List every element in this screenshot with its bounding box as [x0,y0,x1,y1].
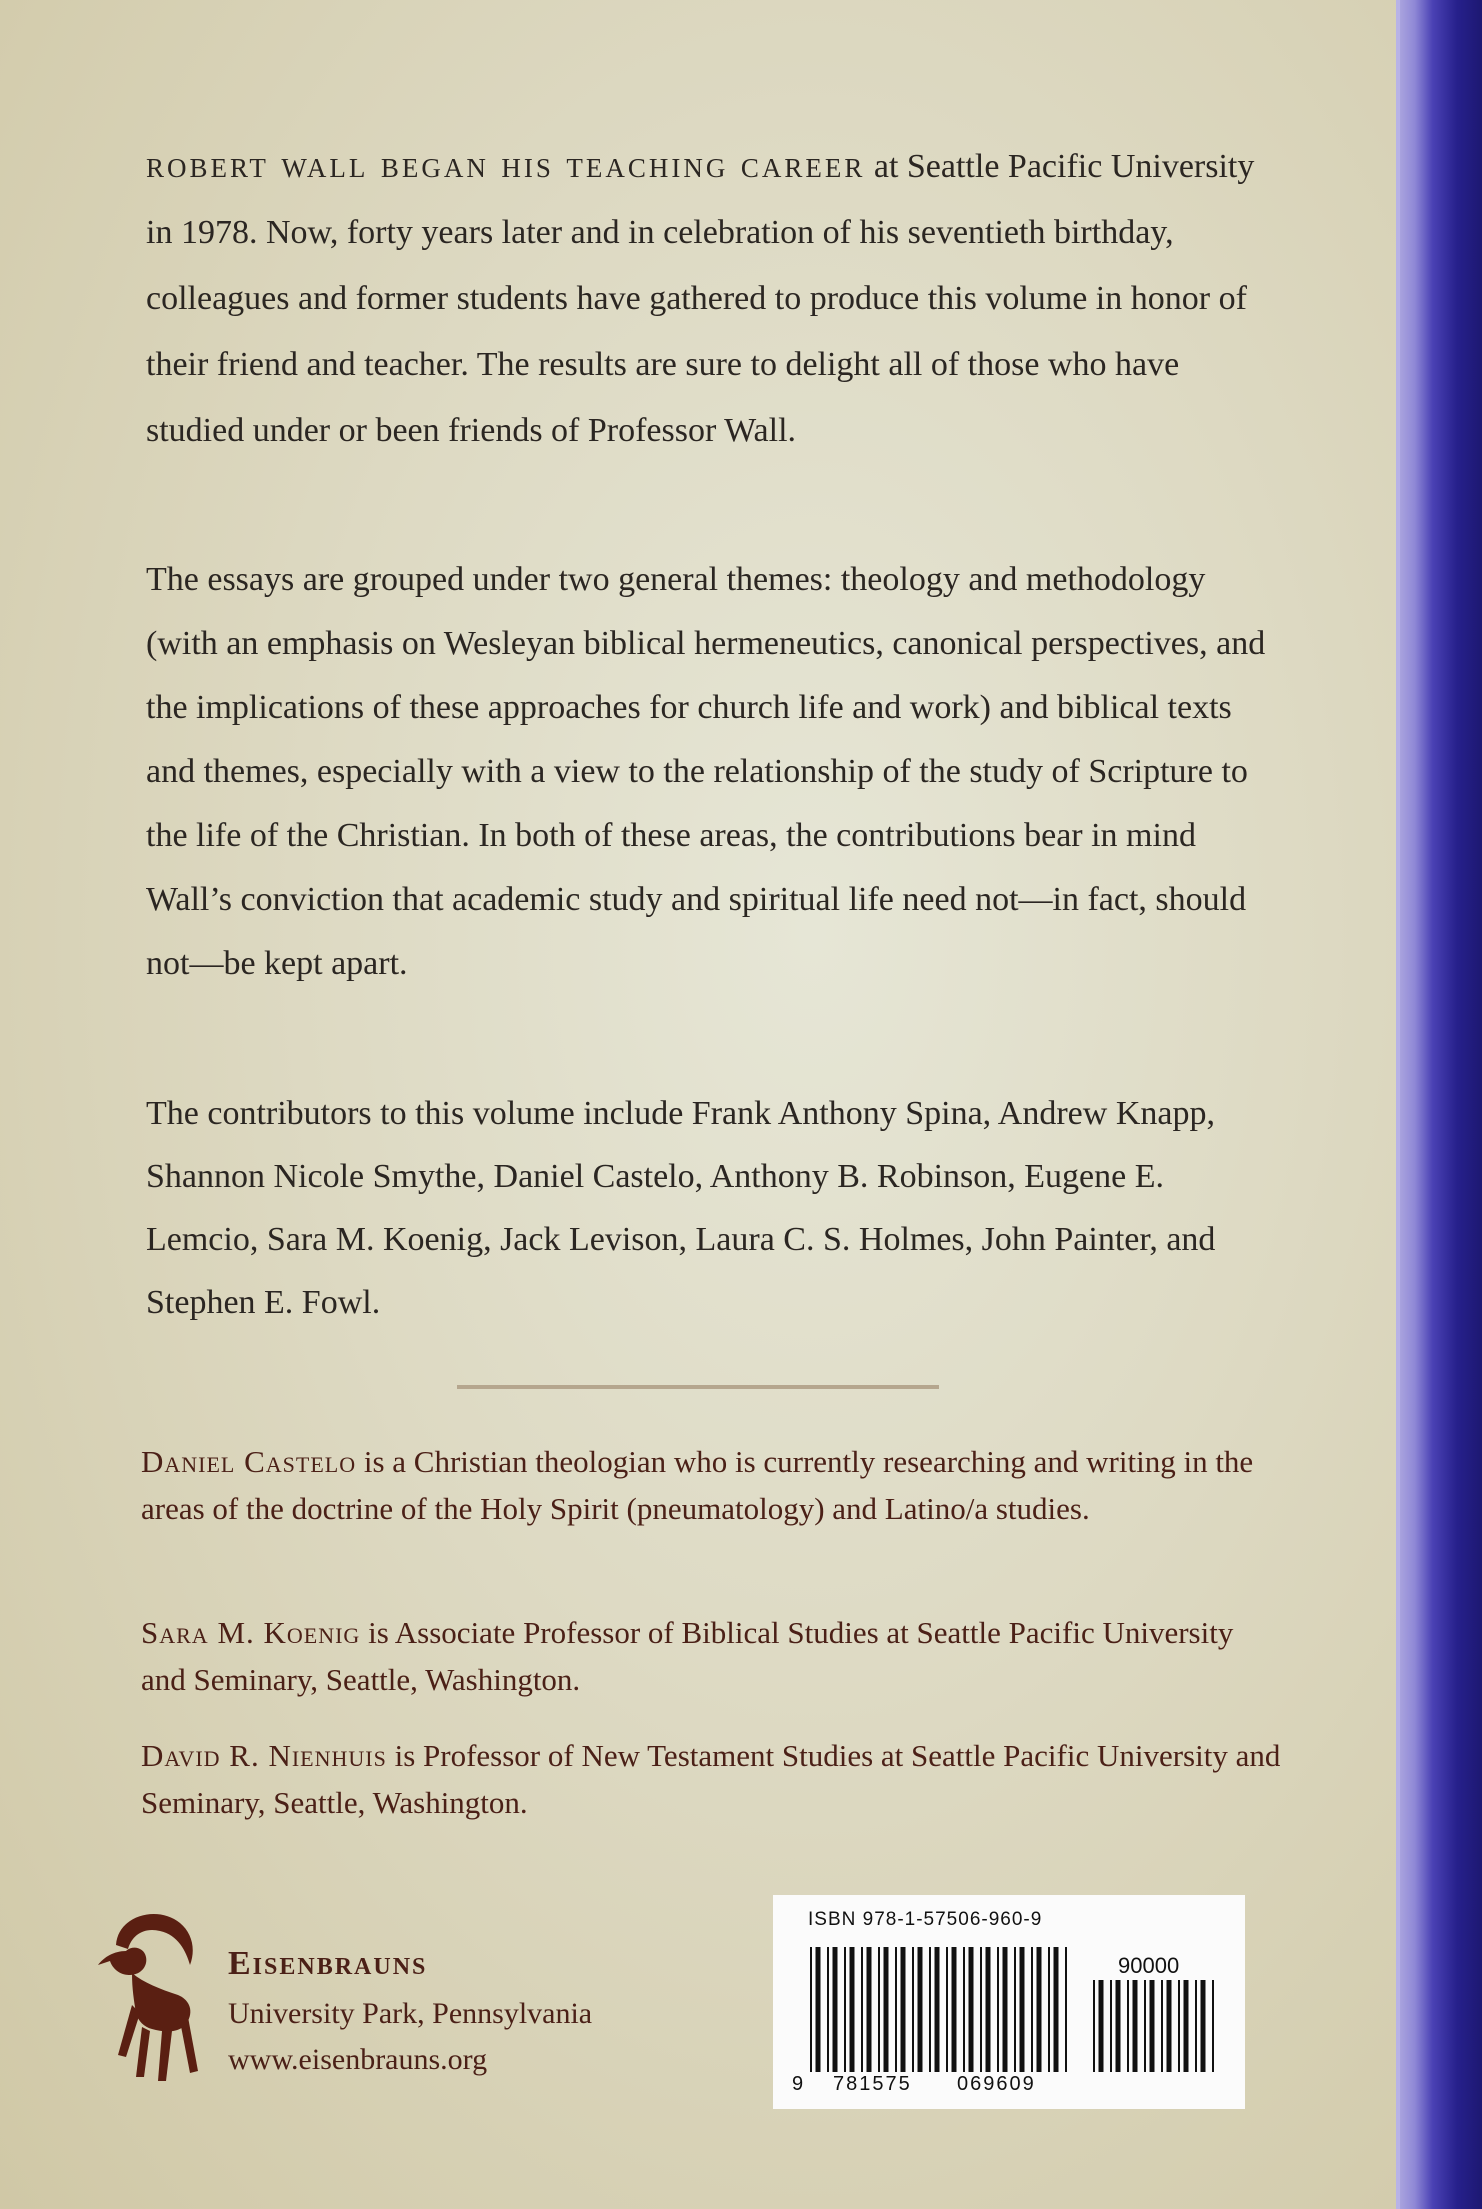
barcode-bar [861,1947,863,2072]
barcode-bar [833,1947,838,2072]
editor-name: David R. Nienhuis [141,1738,387,1773]
blurb-paragraph-1 [146,132,1266,464]
barcode-bar [952,1947,957,2072]
isbn-label: ISBN 978-1-57506-960-9 [808,1909,1043,1930]
barcode-bar [1014,1947,1016,2072]
barcode-bar [850,1947,855,2072]
barcode-digits-left: 781575 [833,2073,912,2095]
barcode-bar [1161,1980,1163,2072]
barcode-bar [1110,1980,1112,2072]
barcode-bar [1003,1947,1008,2072]
barcode-digits-right: 069609 [957,2073,1036,2095]
ibex-logo-icon [88,1905,208,2085]
barcode-bar [935,1947,940,2072]
barcode-bar [1133,1980,1138,2072]
publisher-location: University Park, Pennsylvania [228,1997,593,2030]
editor-bio [141,1609,1281,1703]
barcode-bar [963,1947,965,2072]
barcode-bar [918,1947,923,2072]
section-divider [457,1385,939,1389]
blurb-p1-rest: at Seattle Pacific University in 1978. Now, forty years later and in celebration of his seventieth birthday, colleagues and former students have gathered to produce this volume in honor of their friend and teacher. The results are sure to delight all of those who have studied under or been friends of Professor Wall. [146,148,1255,449]
barcode-bar [1020,1947,1025,2072]
barcode-bar [929,1947,931,2072]
barcode-bar [884,1947,889,2072]
editor-bio [141,1438,1281,1532]
barcode-bar [1093,1980,1095,2072]
barcode-bar [1099,1980,1104,2072]
barcode-panel [773,1895,1245,2109]
barcode-bar [1127,1980,1129,2072]
barcode-bar [1150,1980,1155,2072]
editor-bio-text: is Associate Professor of Biblical Studies at Seattle Pacific University and Seminary, Seattle, Washington. [141,1615,1234,1697]
barcode-bar [1178,1980,1180,2072]
barcode-bar [1116,1980,1121,2072]
editor-bio [141,1732,1281,1826]
barcode-bar [895,1947,897,2072]
barcode-bar [997,1947,999,2072]
book-spine [1400,0,1482,2209]
barcode-bar [816,1947,821,2072]
editor-bio-text: is Professor of New Testament Studies at Seattle Pacific University and Seminary, Seattle, Washington. [141,1738,1281,1820]
barcode-bar [1212,1980,1214,2072]
barcode-bar [901,1947,906,2072]
barcode-bar [1031,1947,1033,2072]
publisher-name: Eisenbrauns [228,1945,428,1982]
publisher-url: www.eisenbrauns.org [228,2043,488,2076]
barcode-bar [1054,1947,1059,2072]
blurb-paragraph-2: The essays are grouped under two general themes: theology and methodology (with an emphasis on Wesleyan biblical hermeneutics, canonical perspectives, and the implications of these approaches for church life and work) and biblical texts and themes, especially with a view to the relationship of the study of Scripture to the life of the Christian. In both of these areas, the contributions bear in mind Wall’s conviction that academic study and spiritual life need not—in fact, should not—be kept apart. [146,561,1266,982]
price-code: 90000 [1118,1953,1180,1978]
barcode-bar [1144,1980,1146,2072]
barcode-bar [810,1947,812,2072]
barcode-bar [1201,1980,1206,2072]
barcode-bar [946,1947,948,2072]
barcode-bar [867,1947,872,2072]
editor-name: Sara M. Koenig [141,1615,361,1650]
barcode-bar [844,1947,846,2072]
addon-barcode-icon [1093,1980,1218,2072]
barcode-bar [980,1947,982,2072]
barcode-bar [969,1947,974,2072]
blurb-lead: robert wall began his teaching career [146,144,866,186]
barcode-digit-first: 9 [792,2073,806,2095]
editor-bio-text: is a Christian theologian who is currently researching and writing in the areas of the doctrine of the Holy Spirit (pneumatology) and Latino/a studies. [141,1444,1254,1526]
barcode-bar [1195,1980,1197,2072]
barcode-bar [878,1947,880,2072]
barcode-bar [827,1947,829,2072]
barcode-bar [912,1947,914,2072]
barcode-bar [1184,1980,1189,2072]
barcode-bar [1037,1947,1042,2072]
editor-name: Daniel Castelo [141,1444,357,1479]
blurb-paragraph-3: The contributors to this volume include Frank Anthony Spina, Andrew Knapp, Shannon Nicole Smythe, Daniel Castelo, Anthony B. Robinson, Eugene E. Lemcio, Sara M. Koenig, Jack Levison, Laura C. S. Holmes, John Painter, and Stephen E. Fowl. [146,1095,1216,1321]
ean13-barcode-icon [810,1947,1070,2072]
barcode-bar [1065,1947,1067,2072]
barcode-bar [1048,1947,1050,2072]
barcode-bar [1167,1980,1172,2072]
barcode-bar [986,1947,991,2072]
